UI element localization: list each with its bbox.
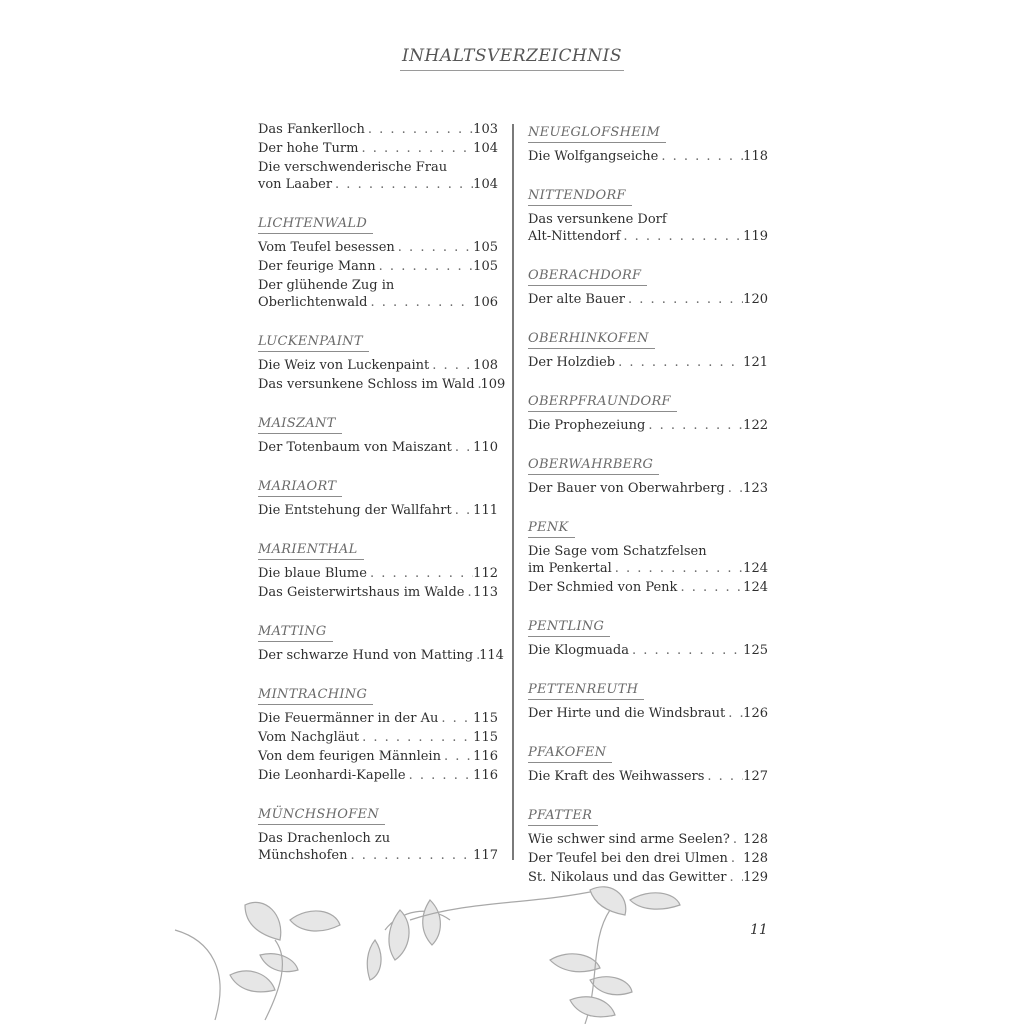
section-heading: OBERWAHRBERG bbox=[528, 456, 659, 475]
toc-section bbox=[258, 121, 498, 195]
toc-section bbox=[258, 620, 504, 666]
entry-page-number: 115 bbox=[473, 730, 498, 745]
section-heading: MARIAORT bbox=[258, 478, 342, 497]
entry-page-number: 116 bbox=[473, 768, 498, 783]
entry-title: Der Hirte und die Windsbraut bbox=[528, 706, 726, 721]
section-heading: PENK bbox=[528, 519, 575, 538]
toc-entry[interactable] bbox=[258, 258, 498, 277]
toc-section bbox=[528, 390, 768, 436]
toc-entry[interactable] bbox=[528, 148, 768, 167]
toc-entry[interactable] bbox=[258, 121, 498, 140]
entry-title: Die blaue Blume bbox=[258, 566, 367, 581]
entry-title: Das versunkene Schloss im Wald bbox=[258, 377, 475, 392]
toc-section bbox=[258, 683, 498, 786]
dot-leader bbox=[615, 354, 743, 371]
dot-leader bbox=[376, 258, 474, 275]
entry-page-number: 125 bbox=[743, 643, 768, 658]
toc-section bbox=[258, 212, 498, 313]
entry-title: Vom Teufel besessen bbox=[258, 240, 395, 255]
entry-title: Die Entstehung der Wallfahrt bbox=[258, 503, 452, 518]
entry-title: Der alte Bauer bbox=[528, 292, 626, 307]
dot-leader bbox=[625, 291, 743, 308]
toc-section bbox=[258, 330, 506, 395]
toc-section bbox=[258, 475, 498, 521]
entry-page-number: 105 bbox=[473, 259, 498, 274]
section-heading: OBERPFRAUNDORF bbox=[528, 393, 677, 412]
toc-entry[interactable] bbox=[528, 705, 768, 724]
toc-left-column bbox=[258, 121, 506, 883]
toc-section bbox=[528, 184, 768, 247]
toc-entry[interactable] bbox=[528, 768, 768, 787]
toc-section bbox=[528, 121, 768, 167]
toc-section bbox=[528, 327, 768, 373]
dot-leader bbox=[441, 748, 473, 765]
entry-title: Wie schwer sind arme Seelen? bbox=[528, 832, 730, 847]
section-heading: PETTENREUTH bbox=[528, 681, 644, 700]
entry-title-line: Die Sage vom Schatzfelsen bbox=[528, 544, 707, 559]
toc-section bbox=[528, 741, 768, 787]
dot-leader bbox=[728, 850, 743, 867]
entry-page-number: 112 bbox=[473, 566, 498, 581]
entry-page-number: 124 bbox=[743, 580, 768, 595]
toc-entry[interactable] bbox=[258, 277, 498, 313]
toc-section bbox=[528, 453, 768, 499]
entry-page-number: 105 bbox=[473, 240, 498, 255]
entry-page-number: 128 bbox=[743, 851, 768, 866]
dot-leader bbox=[629, 642, 743, 659]
dot-leader bbox=[359, 729, 473, 746]
toc-section bbox=[528, 615, 768, 661]
dot-leader bbox=[438, 710, 473, 727]
dot-leader bbox=[620, 228, 743, 245]
section-heading: PFAKOFEN bbox=[528, 744, 612, 763]
toc-entry[interactable] bbox=[528, 543, 768, 579]
toc-entry[interactable] bbox=[258, 140, 498, 159]
page-title bbox=[0, 46, 1024, 71]
entry-title: Die Feuermänner in der Au bbox=[258, 711, 439, 726]
toc-entry[interactable] bbox=[528, 642, 768, 661]
entry-page-number: 115 bbox=[473, 711, 498, 726]
dot-leader bbox=[704, 768, 743, 785]
entry-title: Oberlichtenwald bbox=[258, 295, 368, 310]
entry-title: Der Holzdieb bbox=[528, 355, 616, 370]
entry-page-number: 120 bbox=[743, 292, 768, 307]
entry-page-number: 129 bbox=[743, 870, 768, 885]
dot-leader bbox=[358, 140, 473, 157]
entry-title: Münchshofen bbox=[258, 848, 348, 863]
toc-entry[interactable] bbox=[528, 417, 768, 436]
dot-leader bbox=[612, 560, 743, 577]
toc-section bbox=[528, 264, 768, 310]
entry-page-number: 103 bbox=[473, 122, 498, 137]
toc-entry[interactable] bbox=[258, 584, 498, 603]
entry-page-number: 116 bbox=[473, 749, 498, 764]
entry-page-number: 104 bbox=[473, 141, 498, 156]
toc-entry[interactable] bbox=[258, 565, 498, 584]
entry-title: St. Nikolaus und das Gewitter bbox=[528, 870, 727, 885]
toc-entry[interactable] bbox=[528, 850, 768, 869]
dot-leader bbox=[347, 847, 473, 864]
dot-leader bbox=[677, 579, 743, 596]
page-number: 11 bbox=[750, 922, 768, 938]
dot-leader bbox=[365, 121, 473, 138]
entry-page-number: 109 bbox=[480, 377, 506, 392]
title-text: INHALTSVERZEICHNIS bbox=[400, 46, 624, 71]
leaf-vine-ornament bbox=[170, 880, 850, 1024]
section-heading: MAISZANT bbox=[258, 415, 342, 434]
entry-page-number: 128 bbox=[743, 832, 768, 847]
dot-leader bbox=[368, 294, 474, 311]
entry-title: Die Klogmuada bbox=[528, 643, 629, 658]
entry-title: Der Schmied von Penk bbox=[528, 580, 678, 595]
entry-page-number: 104 bbox=[473, 177, 498, 192]
section-heading: MÜNCHSHOFEN bbox=[258, 806, 385, 825]
entry-title: Alt-Nittendorf bbox=[528, 229, 621, 244]
section-heading: LICHTENWALD bbox=[258, 215, 373, 234]
section-heading: MATTING bbox=[258, 623, 333, 642]
entry-page-number: 122 bbox=[743, 418, 768, 433]
dot-leader bbox=[658, 148, 743, 165]
dot-leader bbox=[429, 357, 473, 374]
entry-title: Die Leonhardi-Kapelle bbox=[258, 768, 406, 783]
entry-title: im Penkertal bbox=[528, 561, 612, 576]
entry-page-number: 114 bbox=[479, 648, 504, 663]
section-heading: OBERACHDORF bbox=[528, 267, 647, 286]
section-heading: MARIENTHAL bbox=[258, 541, 364, 560]
toc-section bbox=[258, 412, 498, 458]
toc-entry[interactable] bbox=[258, 830, 498, 866]
entry-title: Der Totenbaum von Maiszant bbox=[258, 440, 452, 455]
dot-leader bbox=[452, 502, 473, 519]
entry-title-line: Die verschwenderische Frau bbox=[258, 160, 448, 175]
toc-entry[interactable] bbox=[258, 748, 498, 767]
toc-entry[interactable] bbox=[528, 480, 768, 499]
toc-section bbox=[258, 803, 498, 866]
toc-entry[interactable] bbox=[528, 579, 768, 598]
toc-entry[interactable] bbox=[258, 376, 506, 395]
entry-title: Die Wolfgangseiche bbox=[528, 149, 659, 164]
entry-title-line: Das versunkene Dorf bbox=[528, 212, 667, 227]
entry-page-number: 126 bbox=[743, 706, 768, 721]
toc-entry[interactable] bbox=[528, 831, 768, 850]
toc-section bbox=[528, 516, 768, 598]
entry-page-number: 110 bbox=[473, 440, 498, 455]
entry-page-number: 111 bbox=[473, 503, 498, 518]
entry-page-number: 113 bbox=[473, 585, 498, 600]
section-heading: NITTENDORF bbox=[528, 187, 632, 206]
dot-leader bbox=[464, 584, 473, 601]
entry-title: Der schwarze Hund von Matting bbox=[258, 648, 474, 663]
section-heading: PFATTER bbox=[528, 807, 598, 826]
entry-title: Vom Nachgläut bbox=[258, 730, 360, 745]
section-heading: MINTRACHING bbox=[258, 686, 373, 705]
entry-title: Die Prophezeiung bbox=[528, 418, 646, 433]
section-heading: OBERHINKOFEN bbox=[528, 330, 655, 349]
entry-title: Das Geisterwirtshaus im Walde bbox=[258, 585, 465, 600]
toc-entry[interactable] bbox=[258, 710, 498, 729]
dot-leader bbox=[730, 831, 743, 848]
entry-page-number: 121 bbox=[743, 355, 768, 370]
entry-title: Der hohe Turm bbox=[258, 141, 359, 156]
section-heading: PENTLING bbox=[528, 618, 610, 637]
toc-entry[interactable] bbox=[258, 647, 504, 666]
toc-entry[interactable] bbox=[528, 291, 768, 310]
toc-section bbox=[528, 804, 768, 888]
dot-leader bbox=[452, 439, 473, 456]
column-divider bbox=[512, 124, 514, 860]
toc-entry[interactable] bbox=[258, 239, 498, 258]
entry-title: Der Bauer von Oberwahrberg bbox=[528, 481, 725, 496]
entry-title: Der feurige Mann bbox=[258, 259, 376, 274]
dot-leader bbox=[725, 480, 743, 497]
entry-page-number: 118 bbox=[743, 149, 768, 164]
entry-page-number: 124 bbox=[743, 561, 768, 576]
entry-page-number: 127 bbox=[743, 769, 768, 784]
section-heading: LUCKENPAINT bbox=[258, 333, 369, 352]
toc-entry[interactable] bbox=[258, 502, 498, 521]
toc-section bbox=[258, 538, 498, 603]
entry-title: Der Teufel bei den drei Ulmen bbox=[528, 851, 728, 866]
toc-entry[interactable] bbox=[258, 159, 498, 195]
dot-leader bbox=[395, 239, 473, 256]
entry-title-line: Das Drachenloch zu bbox=[258, 831, 391, 846]
entry-page-number: 123 bbox=[743, 481, 768, 496]
entry-page-number: 117 bbox=[473, 848, 498, 863]
dot-leader bbox=[645, 417, 743, 434]
entry-title: von Laaber bbox=[258, 177, 333, 192]
entry-title: Die Kraft des Weihwassers bbox=[528, 769, 705, 784]
toc-entry[interactable] bbox=[528, 354, 768, 373]
entry-title: Von dem feurigen Männlein bbox=[258, 749, 441, 764]
dot-leader bbox=[332, 176, 473, 193]
dot-leader bbox=[367, 565, 473, 582]
toc-section bbox=[528, 678, 768, 724]
dot-leader bbox=[725, 705, 743, 722]
toc-entry[interactable] bbox=[258, 729, 498, 748]
toc-right-column bbox=[528, 121, 768, 905]
entry-title-line: Der glühende Zug in bbox=[258, 278, 395, 293]
toc-entry[interactable] bbox=[258, 767, 498, 786]
toc-entry[interactable] bbox=[258, 439, 498, 458]
entry-page-number: 108 bbox=[473, 358, 498, 373]
entry-title: Die Weiz von Luckenpaint bbox=[258, 358, 430, 373]
toc-entry[interactable] bbox=[528, 211, 768, 247]
section-heading: NEUEGLOFSHEIM bbox=[528, 124, 666, 143]
toc-entry[interactable] bbox=[258, 357, 498, 376]
entry-title: Das Fankerlloch bbox=[258, 122, 365, 137]
entry-page-number: 106 bbox=[473, 295, 498, 310]
entry-page-number: 119 bbox=[743, 229, 768, 244]
dot-leader bbox=[406, 767, 474, 784]
